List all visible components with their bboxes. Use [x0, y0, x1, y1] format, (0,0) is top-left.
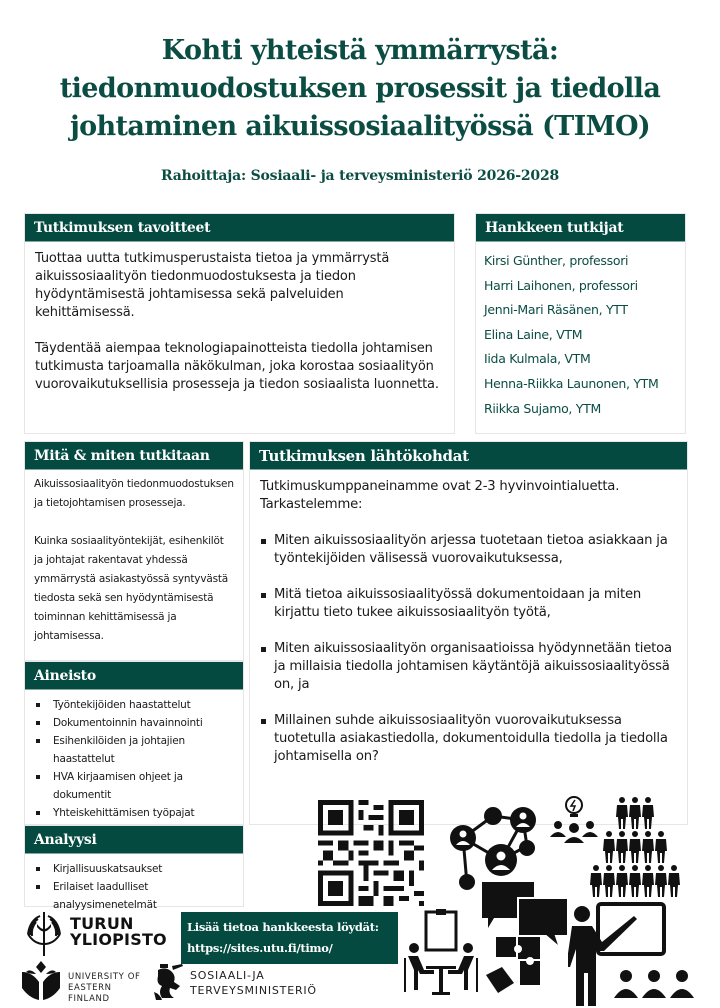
lion-crest-icon: [152, 962, 186, 1002]
data-list: [25, 690, 243, 822]
data-item: Esihenkilöiden ja johtajien haastattelut: [33, 732, 235, 768]
person-figure-head: [645, 797, 651, 803]
analysis-list: [25, 854, 243, 914]
data-item: Yhteiskehittämisen työpajat: [33, 804, 235, 822]
team-member: Henna-Riikka Launonen, YTM: [484, 375, 659, 391]
person-figure-head: [632, 797, 638, 803]
person-figure-head: [632, 865, 638, 871]
person-figure-body: [655, 873, 667, 897]
starting-points-heading: Tutkimuksen lähtökohdat: [250, 442, 687, 470]
qr-code[interactable]: [318, 800, 424, 906]
more-info-label: Lisää tietoa hankkeesta löydät:: [187, 920, 379, 934]
goals-paragraph: Tuottaa uutta tutkimusperustaista tietoa ja ymmärrystä aikuissosiaalityön tiedonmuodostuksesta ja tiedon hyödyntämisestä johtamisessa sekä palveluiden kehittämisessä.: [35, 251, 390, 320]
uef-emblem-icon: [20, 960, 62, 1002]
uef-logo: [20, 960, 155, 1004]
person-figure-body: [603, 873, 615, 897]
puzzle-icon: [482, 935, 546, 997]
starting-point-item: Miten aikuissosiaalityön arjessa tuotetaan tietoa asiakkaan ja työntekijöiden välisessä vuorovaikutuksessa,: [260, 532, 677, 568]
person-figure-body: [603, 839, 615, 863]
team-member: Harri Laihonen, professori: [484, 277, 638, 293]
team-member: Elina Laine, VTM: [484, 326, 583, 342]
meeting-icon: [402, 908, 480, 1000]
person-figure-head: [658, 865, 664, 871]
more-info-box: [181, 912, 398, 964]
person-figure-body: [616, 873, 628, 897]
analysis-item: Kirjallisuuskatsaukset: [33, 860, 235, 878]
goals-heading: Tutkimuksen tavoitteet: [25, 214, 454, 242]
analysis-item: Erilaiset laadulliset analyysimenetelmät: [33, 878, 235, 914]
uef-line1: UNIVERSITY OF: [68, 972, 141, 982]
starting-points-intro: Tutkimuskumppaneinamme ovat 2-3 hyvinvointialuetta. Tarkastelemme:: [260, 479, 620, 512]
person-figure-head: [645, 865, 651, 871]
person-figure-head: [671, 865, 677, 871]
team-panel: [475, 213, 686, 434]
person-figure-body: [616, 805, 628, 829]
person-figure-body: [668, 873, 680, 897]
goals-paragraph: Täydentää aiempaa teknologiapainotteista tiedolla johtamisen tutkimusta tarjoamalla näkökulman, joka korostaa sosiaalityön vuorovaikutuksellisia prosesseja ja tiedon sosiaalista luonnetta.: [35, 341, 439, 392]
starting-point-item: Miten aikuissosiaalityön organisaatioissa hyödynnetään tietoa ja millaisia tiedolla johtamisen käytäntöjä aikuissosiaalityössä on, ja: [260, 640, 677, 694]
data-item: HVA kirjaamisen ohjeet ja dokumentit: [33, 768, 235, 804]
person-figure-head: [632, 831, 638, 837]
person-figure-head: [645, 831, 651, 837]
person-figure-body: [642, 839, 654, 863]
person-figure-head: [658, 831, 664, 837]
person-figure-body: [629, 805, 641, 829]
team-list: [476, 242, 685, 428]
person-figure-body: [655, 839, 667, 863]
team-member: Iida Kulmala, VTM: [484, 351, 591, 367]
analysis-panel: [24, 825, 244, 911]
stm-line2: TERVEYSMINISTERIÖ: [190, 984, 317, 997]
data-item: Dokumentoinnin havainnointi: [33, 714, 235, 732]
starting-points-panel: [249, 441, 688, 825]
what-how-paragraph: Aikuissosiaalityön tiedonmuodostuksen ja tietojohtamisen prosesseja.: [34, 478, 234, 509]
utu-line2: YLIOPISTO: [70, 930, 167, 949]
what-how-panel: [24, 441, 244, 661]
starting-points-list: [260, 532, 677, 766]
person-figure-body: [629, 873, 641, 897]
team-member: Kirsi Günther, professori: [484, 253, 629, 268]
starting-point-item: Millainen suhde aikuissosiaalityön vuorovaikutuksessa tuotetulla asiakastiedolla, dokumentoidulla tiedolla ja tiedolla johtamisella on?: [260, 712, 677, 766]
poster-title: Kohti yhteistä ymmärrystä: tiedonmuodostuksen prosessit ja tiedolla johtaminen aikuissosiaalityössä (TIMO): [59, 35, 661, 142]
what-how-heading: Mitä & miten tutkitaan: [25, 442, 243, 470]
person-figure-body: [642, 873, 654, 897]
goals-panel: [24, 213, 455, 434]
team-heading: Hankkeen tutkijat: [476, 214, 685, 242]
person-figure-head: [619, 797, 625, 803]
analysis-heading: Analyysi: [25, 826, 243, 854]
person-figure-body: [642, 805, 654, 829]
data-item: Työntekijöiden haastattelut: [33, 696, 235, 714]
person-figure-head: [619, 865, 625, 871]
people-pyramid-icon: [585, 795, 685, 900]
utu-line1: TURUN: [70, 914, 134, 933]
person-figure-body: [629, 839, 641, 863]
starting-point-item: Mitä tietoa aikuissosiaalityössä dokumentoidaan ja miten kirjattu tieto tukee aikuissosiaalityön työtä,: [260, 586, 677, 622]
person-figure-body: [616, 839, 628, 863]
data-heading: Aineisto: [25, 662, 243, 690]
person-figure-head: [619, 831, 625, 837]
what-how-paragraph: Kuinka sosiaalityöntekijät, esihenkilöt ja johtajat rakentavat yhdessä ymmärrystä asiakastyössä syntyvästä tiedosta sekä sen hyödyntämisestä toiminnan kehittämisessä ja johtamisessa.: [34, 535, 228, 642]
stm-logo: [152, 962, 332, 1004]
uef-line2: EASTERN FINLAND: [68, 983, 112, 1004]
audience-icon: [612, 968, 696, 1000]
team-member: Jenni-Mari Räsänen, YTT: [484, 302, 628, 318]
person-figure-head: [606, 865, 612, 871]
project-url-link[interactable]: https://sites.utu.fi/timo/: [187, 941, 333, 955]
funder-line: Rahoittaja: Sosiaali- ja terveysministeriö 2026-2028: [160, 168, 560, 184]
person-figure-body: [590, 873, 602, 897]
turun-yliopisto-logo: [22, 910, 182, 958]
data-panel: [24, 661, 244, 825]
network-icon: [445, 800, 545, 890]
utu-emblem-icon: [22, 910, 66, 958]
person-figure-head: [606, 831, 612, 837]
person-figure-head: [593, 865, 599, 871]
stm-line1: SOSIAALI-JA: [190, 969, 265, 982]
team-member: Riikka Sujamo, YTM: [484, 400, 601, 416]
